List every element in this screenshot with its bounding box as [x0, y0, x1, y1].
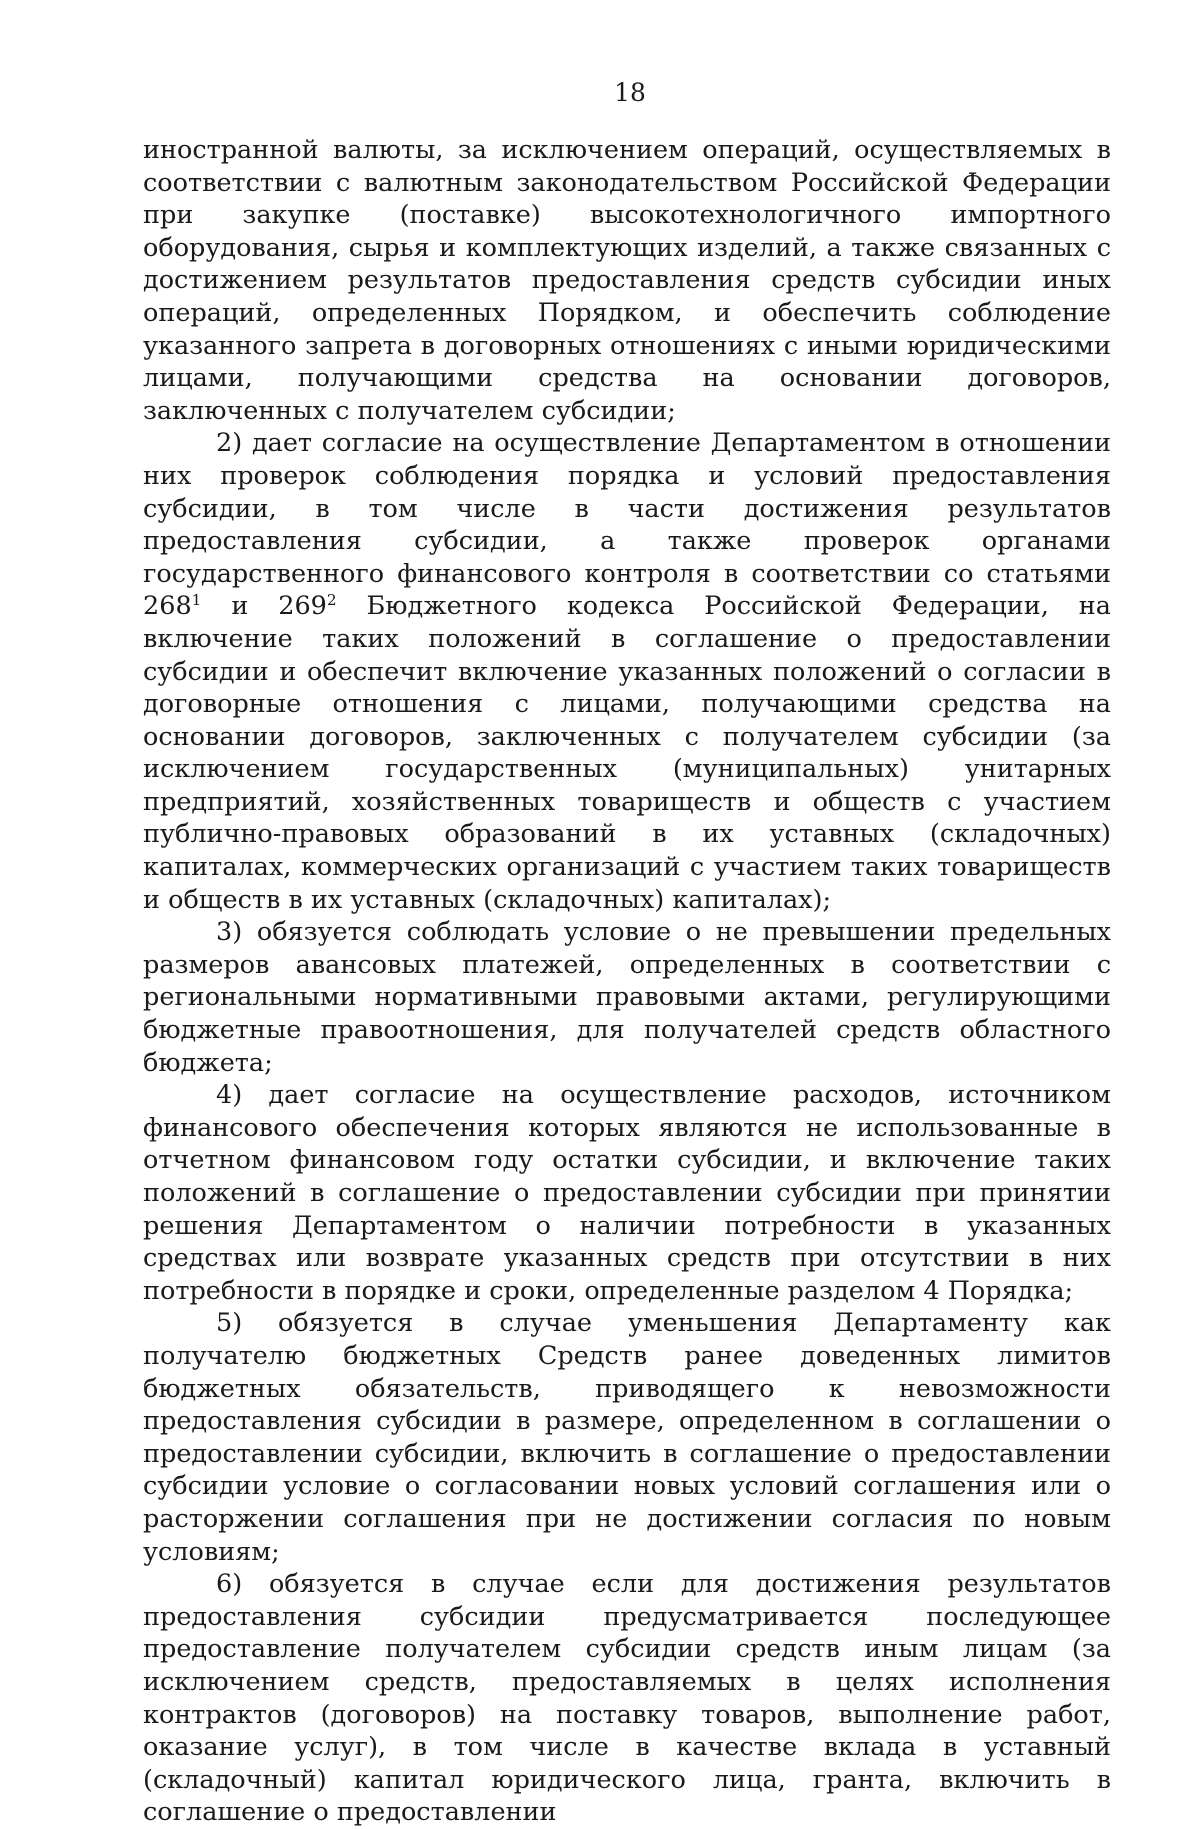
document-body [143, 134, 1111, 1829]
paragraph-text: и 269 [201, 591, 327, 622]
paragraph-item-4: 4) дает согласие на осуществление расходов, источником финансового обеспечения которых являются не использованные в отчетном финансовом году остатки субсидии, и включение таких положений в соглашение о предоставлении субсидии при принятии решения Департаментом о наличии потребности в указанных средствах или возврате указанных средств при отсутствии в них потребности в порядке и сроки, определенные разделом 4 Порядка; [143, 1080, 1111, 1306]
article-superscript: 1 [191, 591, 202, 610]
paragraph-item-6: 6) обязуется в случае если для достижения результатов предоставления субсидии предусматривается последующее предоставление получателем субсидии средств иным лицам (за исключением средств, предоставляемых в целях исполнения контрактов (договоров) на поставку товаров, выполнение работ, оказание услуг), в том числе в качестве вклада в уставный (складочный) капитал юридического лица, гранта, включить в соглашение о предоставлении [143, 1569, 1111, 1828]
paragraph-text: 2) дает согласие на осуществление Департаментом в отношении них проверок соблюдения порядка и условий предоставления субсидии, в том числе в части достижения результатов предоставления субсидии, а также проверок органами государственного финансового контроля в соответствии со статьями 268 [143, 428, 1111, 622]
paragraph-text: Бюджетного кодекса Российской Федерации, на включение таких положений в соглашение о предоставлении субсидии и обеспечит включение указанных положений о согласии в договорные отношения с лицами, получающими средства на основании договоров, заключенных с получателем субсидии (за исключением государственных (муниципальных) унитарных предприятий, хозяйственных товариществ и обществ с участием публично-правовых образований в их уставных (складочных) капиталах, коммерческих организаций с участием таких товариществ и обществ в их уставных (складочных) капиталах); [143, 591, 1111, 915]
page-number: 18 [614, 78, 646, 107]
article-superscript: 2 [326, 591, 337, 610]
paragraph-item-5: 5) обязуется в случае уменьшения Департаменту как получателю бюджетных Средств ранее доведенных лимитов бюджетных обязательств, приводящего к невозможности предоставления субсидии в размере, определенном в соглашении о предоставлении субсидии, включить в соглашение о предоставлении субсидии условие о согласовании новых условий соглашения или о расторжении соглашения при не достижении согласия по новым условиям; [143, 1308, 1111, 1567]
paragraph-continuation: иностранной валюты, за исключением операций, осуществляемых в соответствии с валютным законодательством Российской Федерации при закупке (поставке) высокотехнологичного импортного оборудования, сырья и комплектующих изделий, а также связанных с достижением результатов предоставления средств субсидии иных операций, определенных Порядком, и обеспечить соблюдение указанного запрета в договорных отношениях с иными юридическими лицами, получающими средства на основании договоров, заключенных с получателем субсидии; [143, 135, 1111, 426]
paragraph-item-2 [143, 427, 1111, 916]
paragraph-item-3: 3) обязуется соблюдать условие о не превышении предельных размеров авансовых платежей, определенных в соответствии с региональными нормативными правовыми актами, регулирующими бюджетные правоотношения, для получателей средств областного бюджета; [143, 917, 1111, 1078]
